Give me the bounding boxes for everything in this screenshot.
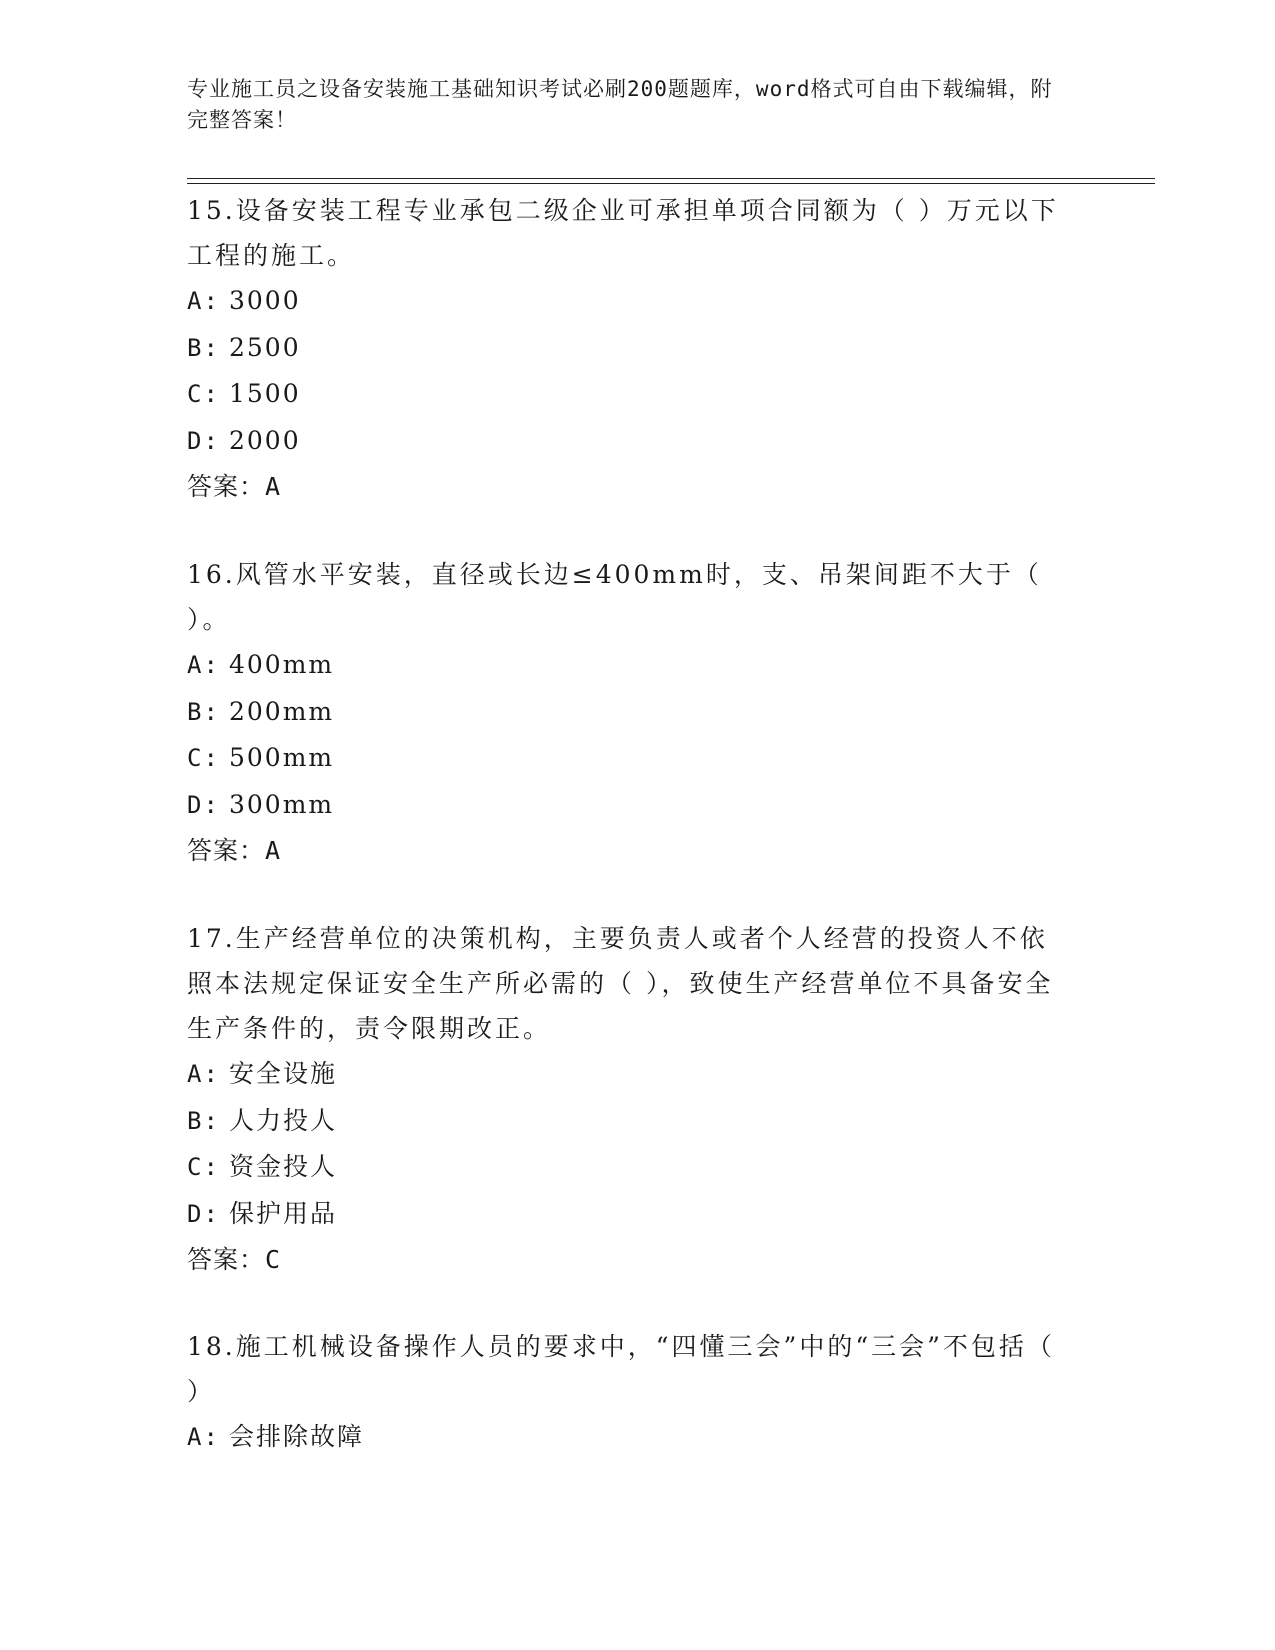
option-text: 人力投人: [229, 1105, 338, 1135]
header-divider-top: [187, 178, 1155, 179]
option-c: [187, 1144, 1067, 1191]
option-b: [187, 325, 1067, 372]
option-text: 1500: [229, 379, 301, 408]
option-d: [187, 1191, 1067, 1238]
question-text: 17.生产经营单位的决策机构，主要负责人或者个人经营的投资人不依照本法规定保证安全生产所必需的（ ），致使生产经营单位不具备安全生产条件的，责令限期改正。: [187, 924, 1054, 1043]
header-divider-bottom: [187, 183, 1155, 184]
option-letter: C:: [187, 380, 220, 408]
option-b: [187, 689, 1067, 736]
question-text: 15.设备安装工程专业承包二级企业可承担单项合同额为（ ）万元以下工程的施工。: [187, 196, 1059, 270]
option-a: [187, 278, 1067, 325]
option-b: [187, 1098, 1067, 1145]
option-a: [187, 642, 1067, 689]
option-text: 保护用品: [229, 1198, 338, 1228]
option-letter: A:: [187, 1423, 220, 1451]
option-letter: B:: [187, 333, 220, 362]
option-letter: B:: [187, 697, 220, 726]
option-letter: D:: [187, 790, 220, 819]
option-c: [187, 371, 1067, 418]
question-17: [187, 916, 1067, 1282]
option-text: 2500: [229, 332, 301, 362]
option-text: 400mm: [229, 650, 335, 679]
option-c: [187, 735, 1067, 782]
option-letter: C:: [187, 744, 220, 772]
option-letter: D:: [187, 426, 220, 455]
question-text: 18.施工机械设备操作人员的要求中，“四懂三会”中的“三会”不包括（ ）: [187, 1332, 1055, 1406]
option-letter: D:: [187, 1199, 220, 1228]
option-text: 3000: [229, 286, 301, 315]
option-text: 会排除故障: [229, 1422, 365, 1451]
option-d: [187, 782, 1067, 829]
question-15: [187, 188, 1067, 509]
question-18: [187, 1324, 1067, 1461]
option-text: 资金投人: [229, 1152, 338, 1181]
option-text: 300mm: [229, 789, 335, 819]
option-letter: A:: [187, 1060, 220, 1088]
option-letter: A:: [187, 287, 220, 315]
option-letter: B:: [187, 1106, 220, 1135]
answer-label: 答案：A: [187, 836, 282, 865]
option-d: [187, 418, 1067, 465]
option-text: 500mm: [229, 743, 335, 772]
question-16: [187, 552, 1067, 873]
option-letter: A:: [187, 651, 220, 679]
option-text: 2000: [229, 425, 301, 455]
option-a: [187, 1414, 1067, 1461]
option-text: 安全设施: [229, 1059, 338, 1088]
option-a: [187, 1051, 1067, 1098]
answer-label: 答案：C: [187, 1245, 282, 1274]
option-letter: C:: [187, 1153, 220, 1181]
answer-label: 答案：A: [187, 472, 282, 501]
document-title: 专业施工员之设备安装施工基础知识考试必刷200题题库，word格式可自由下载编辑，附完整答案！: [187, 77, 1053, 132]
question-text: 16.风管水平安装，直径或长边≤400mm时，支、吊架间距不大于（ ）。: [187, 560, 1042, 634]
option-text: 200mm: [229, 696, 335, 726]
